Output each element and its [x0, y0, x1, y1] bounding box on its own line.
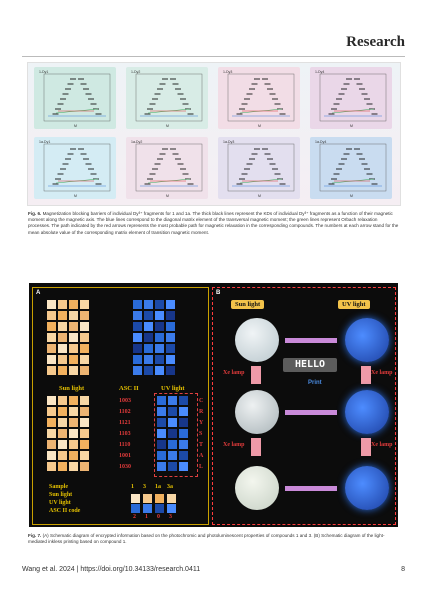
double-arrow-top — [285, 338, 337, 343]
x-axis-label: M — [350, 194, 353, 198]
sample-id: 3a — [167, 484, 173, 490]
fig6-panel — [310, 67, 392, 129]
legend-item: Sun light — [49, 492, 73, 498]
hello-stamp: HELLO — [283, 358, 337, 372]
sun-light-square — [58, 300, 67, 309]
footer-citation[interactable]: Wang et al. 2024 | https://doi.org/10.34133/research.0411 — [22, 566, 201, 573]
sample-id: 1a — [155, 484, 161, 490]
sun-light-square — [69, 407, 78, 416]
uv-light-square — [144, 344, 153, 353]
sample-sun-swatch — [131, 494, 140, 503]
sun-light-square — [69, 355, 78, 364]
uv-disk-middle — [345, 390, 389, 434]
sun-light-square — [69, 440, 78, 449]
figure-6 — [27, 62, 401, 206]
x-axis-label: M — [74, 194, 77, 198]
panel-label: 1a-Dy4 — [315, 140, 327, 144]
sample-id: 1 — [131, 484, 134, 490]
uv-light-square — [155, 300, 164, 309]
sun-light-square — [58, 396, 67, 405]
uv-light-square — [144, 355, 153, 364]
down-arrow-right-2 — [361, 438, 371, 456]
sun-light-square — [69, 396, 78, 405]
sun-light-square — [58, 311, 67, 320]
xe-lamp-label-4: Xe lamp — [371, 442, 393, 448]
panel-plot — [310, 67, 392, 129]
ascii-code: 1103 — [119, 431, 131, 437]
panel-a — [32, 287, 209, 525]
fig6-panel — [34, 137, 116, 199]
panel-a-label: A — [36, 290, 41, 296]
sun-light-square — [80, 396, 89, 405]
uv-light-square — [144, 311, 153, 320]
b-uv-light-label: UV light — [338, 300, 370, 309]
encoded-region — [154, 393, 198, 477]
sun-light-square — [69, 300, 78, 309]
decoded-letter: L — [199, 464, 204, 470]
sun-light-square — [69, 311, 78, 320]
asc-label: ASC II — [119, 385, 139, 392]
sun-light-square — [47, 418, 56, 427]
uv-light-square — [144, 300, 153, 309]
decoded-letter: C — [199, 398, 204, 404]
uv-light-square — [133, 355, 142, 364]
uv-light-square — [133, 311, 142, 320]
sample-uv-swatch — [167, 504, 176, 513]
sun-light-square — [80, 344, 89, 353]
uv-light-square — [155, 355, 164, 364]
x-axis-label: M — [258, 124, 261, 128]
sun-light-square — [69, 366, 78, 375]
fig6-panel — [218, 137, 300, 199]
uv-light-square — [144, 333, 153, 342]
sun-light-square — [47, 344, 56, 353]
panel-label: 1a-Dy1 — [39, 140, 51, 144]
xe-lamp-label-1: Xe lamp — [223, 370, 245, 376]
sun-light-square — [58, 333, 67, 342]
uv-light-square — [166, 344, 175, 353]
sun-light-square — [69, 344, 78, 353]
uv-light-square — [144, 366, 153, 375]
double-arrow-bottom — [285, 486, 337, 491]
sun-light-square — [47, 333, 56, 342]
sun-light-square — [47, 322, 56, 331]
sample-code-digit: 2 — [133, 514, 136, 520]
figure-7-caption-text: (A) Schematic diagram of encrypted information based on the photochromic and photoluminescent properties of compounds 1 and 3. (B) Schematic diagram of the light-mediated inkless printing based on compound 1. — [28, 533, 385, 545]
sun-light-square — [80, 355, 89, 364]
sun-light-square — [69, 451, 78, 460]
uv-light-square — [166, 366, 175, 375]
uv-light-square — [155, 311, 164, 320]
uv-disk-top — [345, 318, 389, 362]
figure-7-caption-label: Fig. 7. — [28, 533, 42, 538]
panel-label: 1a-Dy3 — [223, 140, 235, 144]
uv-light-label: UV light — [161, 385, 185, 392]
sun-light-square — [47, 366, 56, 375]
uv-light-square — [166, 355, 175, 364]
ascii-code: 1030 — [119, 464, 131, 470]
ascii-code: 1003 — [119, 398, 131, 404]
decoded-letter: T — [199, 442, 204, 448]
panel-label: 1-Dy4 — [315, 70, 325, 74]
ascii-code: 1102 — [119, 409, 131, 415]
sun-light-square — [58, 462, 67, 471]
ascii-code: 1001 — [119, 453, 131, 459]
panel-plot — [126, 137, 208, 199]
sun-light-square — [58, 429, 67, 438]
sun-light-square — [80, 333, 89, 342]
panel-label: 1-Dy2 — [131, 70, 141, 74]
decoded-letter: R — [199, 409, 204, 415]
sun-light-square — [80, 311, 89, 320]
ascii-code: 1110 — [119, 442, 131, 448]
sample-code-digit: 1 — [145, 514, 148, 520]
sun-light-square — [69, 333, 78, 342]
figure-6-caption-label: Fig. 6. — [28, 211, 42, 216]
panel-plot — [126, 67, 208, 129]
panel-plot — [34, 137, 116, 199]
figure-6-caption — [28, 211, 400, 236]
uv-light-square — [166, 322, 175, 331]
panel-label: 1-Dy1 — [39, 70, 49, 74]
uv-light-square — [133, 322, 142, 331]
sun-light-square — [80, 407, 89, 416]
b-sun-light-label: Sun light — [231, 300, 264, 309]
sun-light-square — [47, 429, 56, 438]
uv-light-square — [155, 322, 164, 331]
header-rule — [22, 56, 405, 57]
fig6-panel — [126, 137, 208, 199]
fig6-panel — [218, 67, 300, 129]
sample-sun-swatch — [167, 494, 176, 503]
down-arrow-right-1 — [361, 366, 371, 384]
sample-code-digit: 3 — [169, 514, 172, 520]
sun-light-square — [47, 300, 56, 309]
sun-light-square — [47, 355, 56, 364]
sun-light-square — [80, 418, 89, 427]
sun-light-square — [80, 440, 89, 449]
sun-light-square — [58, 366, 67, 375]
sun-light-square — [69, 322, 78, 331]
down-arrow-left-1 — [251, 366, 261, 384]
legend-item: Sample — [49, 484, 69, 490]
sample-code-digit: 0 — [157, 514, 160, 520]
fig6-panel — [310, 137, 392, 199]
panel-label: 1a-Dy2 — [131, 140, 143, 144]
sun-light-square — [58, 418, 67, 427]
figure-7-caption — [28, 533, 400, 545]
sun-light-square — [58, 440, 67, 449]
sun-disk-bottom — [235, 466, 279, 510]
uv-light-square — [133, 366, 142, 375]
uv-light-square — [155, 333, 164, 342]
sun-light-square — [58, 355, 67, 364]
uv-light-square — [144, 322, 153, 331]
sun-light-square — [58, 344, 67, 353]
sample-id: 3 — [143, 484, 146, 490]
panel-b-label: B — [216, 290, 221, 296]
sun-light-square — [69, 418, 78, 427]
double-arrow-middle — [285, 410, 337, 415]
x-axis-label: M — [350, 124, 353, 128]
sun-disk-top — [235, 318, 279, 362]
sun-light-square — [58, 407, 67, 416]
uv-light-square — [155, 366, 164, 375]
panel-plot — [218, 137, 300, 199]
sample-uv-swatch — [155, 504, 164, 513]
sun-light-square — [80, 451, 89, 460]
panel-plot — [310, 137, 392, 199]
sample-sun-swatch — [143, 494, 152, 503]
sun-light-square — [58, 451, 67, 460]
sun-light-label: Sun light — [59, 385, 85, 392]
uv-light-square — [133, 300, 142, 309]
legend-item: ASC II code — [49, 508, 81, 514]
page-number: 8 — [401, 566, 405, 573]
uv-light-square — [166, 300, 175, 309]
uv-light-square — [166, 311, 175, 320]
sample-sun-swatch — [155, 494, 164, 503]
ascii-code: 1121 — [119, 420, 131, 426]
sun-light-square — [69, 429, 78, 438]
sun-light-square — [80, 462, 89, 471]
uv-light-square — [133, 333, 142, 342]
sun-light-square — [69, 462, 78, 471]
sun-light-square — [47, 407, 56, 416]
sun-light-square — [80, 300, 89, 309]
sun-light-square — [58, 322, 67, 331]
sun-light-square — [80, 429, 89, 438]
x-axis-label: M — [166, 124, 169, 128]
sun-light-square — [47, 311, 56, 320]
uv-light-square — [133, 344, 142, 353]
uv-disk-bottom — [345, 466, 389, 510]
figure-6-caption-text: Magnetization blocking barriers of individual Dy³⁺ fragments for 1 and 1a. The thick black lines represent the KDs of individual Dy³⁺ fragments as a function of their magnetic moment along the magnetic axis. The blue lines correspond to the diagonal matrix element of the transversal magnetic moment; the green lines represent Orbach relaxation processes. The path indicated by the red arrows represents the most probable path for magnetic relaxation in the corresponding compounds. The numbers at each arrow stand for the mean absolute value of the corresponding matrix element of transition magnetic moment. — [28, 211, 399, 235]
sun-light-square — [80, 322, 89, 331]
xe-lamp-label-2: Xe lamp — [371, 370, 393, 376]
sun-light-square — [47, 451, 56, 460]
down-arrow-left-2 — [251, 438, 261, 456]
panel-label: 1-Dy3 — [223, 70, 233, 74]
xe-lamp-label-3: Xe lamp — [223, 442, 245, 448]
uv-light-square — [166, 333, 175, 342]
x-axis-label: M — [166, 194, 169, 198]
figure-7 — [29, 283, 398, 527]
decoded-letter: A — [199, 453, 204, 459]
sun-disk-middle — [235, 390, 279, 434]
legend-item: UV light — [49, 500, 71, 506]
panel-b — [212, 287, 396, 525]
sample-uv-swatch — [131, 504, 140, 513]
decoded-letter: S — [199, 431, 203, 437]
fig6-panel — [126, 67, 208, 129]
sun-light-square — [47, 440, 56, 449]
sun-light-square — [47, 396, 56, 405]
x-axis-label: M — [74, 124, 77, 128]
fig6-panel — [34, 67, 116, 129]
uv-light-square — [155, 344, 164, 353]
print-label: Print — [308, 380, 322, 386]
journal-title: Research — [346, 34, 405, 50]
sun-light-square — [80, 366, 89, 375]
decoded-letter: Y — [199, 420, 204, 426]
sample-uv-swatch — [143, 504, 152, 513]
x-axis-label: M — [258, 194, 261, 198]
sun-light-square — [47, 462, 56, 471]
panel-plot — [218, 67, 300, 129]
panel-plot — [34, 67, 116, 129]
